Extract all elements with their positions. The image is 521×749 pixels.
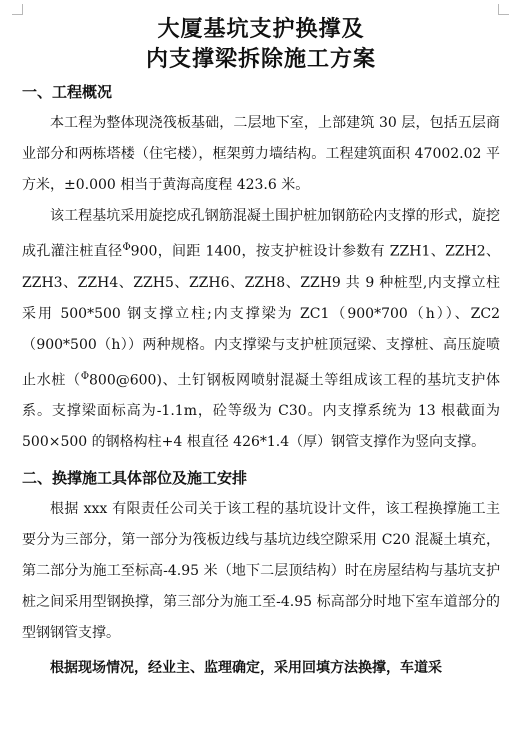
document-page bbox=[22, 14, 500, 684]
para2-text-c: 800@600)、土钉钢板网喷射混凝土等组成该工程的基坑支护体系。支撑梁面标高为-1.1m，砼等级为 C30。内支撑系统为 13 根截面为 500×500 的钢格构柱+4 根直径 426*1.4（厚）钢管支撑作为竖向支撑。 bbox=[22, 372, 501, 451]
title-line-1: 大厦基坑支护换撑及 bbox=[157, 16, 365, 42]
section-1-heading: 一、工程概况 bbox=[22, 83, 113, 101]
diameter-symbol: Φ bbox=[122, 242, 131, 253]
section-1-paragraph-2 bbox=[22, 201, 500, 458]
section-2-heading: 二、换撑施工具体部位及施工安排 bbox=[22, 469, 248, 488]
para2-text-b: 900，间距 1400，按支护桩设计参数有 ZZH1、ZZH2、ZZH3、ZZH4、ZZH5、ZZH6、ZZH8、ZZH9 共 9 种桩型,内支撑立柱采用 500*500 钢支撑立柱;内支撑梁为 ZC1（900*700（h））、ZC2（900*500（h））两种规格。内支撑梁与支护桩顶冠梁、支撑桩、高压旋喷止水桩（ bbox=[22, 243, 500, 389]
diameter-symbol: Φ bbox=[80, 370, 90, 382]
title-line-2: 内支撑梁拆除施工方案 bbox=[145, 46, 376, 72]
section-2-paragraph-1: 根据 xxx 有限责任公司关于该工程的基坑设计文件，该工程换撑施工主要分为三部分，第一部分为筏板边线与基坑边线空隙采用 C20 混凝土填充，第二部分为施工至标高-4.95 米（地下二层顶结构）时在房屋结构与基坑支护桩之间采用型钢换撑，第三部分为施工至-4.95 标高部分时地下室车道部分的型钢钢管支撑。 bbox=[22, 501, 500, 642]
para2-text-a: 该工程基坑采用旋挖成孔钢筋混凝土围护桩加钢筋砼内支撑的形式，旋挖成孔灌注桩直径 bbox=[22, 208, 500, 260]
section-1-paragraph-1: 本工程为整体现浇筏板基础，二层地下室，上部建筑 30 层，包括五层商业部分和两栋塔楼（住宅楼），框架剪力墙结构。工程建筑面积 47002.02 平方米，±0.000 相当于黄海高度程 423.6 米。 bbox=[22, 115, 500, 193]
section-2-paragraph-2: 根据现场情况，经业主、监理确定，采用回填方法换撑，车道采 bbox=[50, 660, 442, 677]
